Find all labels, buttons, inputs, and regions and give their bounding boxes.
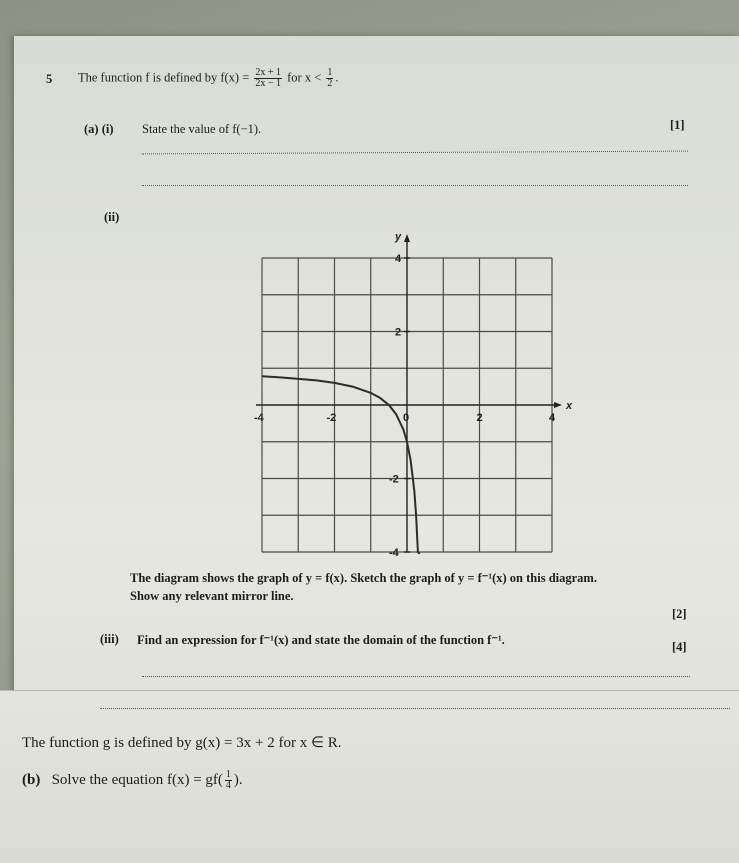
answer-line[interactable]: [100, 708, 730, 709]
x-axis-arrow: [554, 402, 562, 408]
y-axis-label: y: [395, 231, 402, 243]
x-tick-label: -4: [254, 412, 264, 424]
part-b-fraction: [225, 770, 232, 791]
question-intro: [78, 68, 339, 89]
intro-fraction-num: 2x + 1: [255, 67, 282, 78]
part-a-i-label: (a) (i): [84, 122, 114, 136]
part-a-iii-text: Find an expression for f⁻¹(x) and state the domain of the function f⁻¹.: [137, 633, 505, 647]
y-tick-label: -4: [389, 547, 399, 559]
y-axis-arrow: [404, 234, 410, 242]
intro-limit-den: 2: [327, 78, 333, 89]
x-axis-label: x: [566, 400, 573, 412]
intro-prefix: The function f is defined by: [78, 70, 218, 85]
part-a-i-text: State the value of f(−1).: [142, 122, 262, 136]
y-tick-label: 4: [395, 253, 402, 265]
intro-limit-fraction: [326, 68, 333, 89]
y-tick-label: -2: [389, 473, 399, 486]
series-line-f: [262, 376, 420, 554]
y-tick-label: 2: [395, 326, 402, 339]
question-number: 5: [46, 72, 53, 86]
intro-limit-num: 1: [327, 67, 333, 78]
answer-line[interactable]: [142, 185, 688, 186]
x-tick-label: 2: [476, 412, 483, 424]
part-a-ii-caption-1: The diagram shows the graph of y = f(x). Sketch the graph of y = f⁻¹(x) on this diagram.: [130, 571, 597, 585]
intro-fraction-den: 2x − 1: [255, 78, 282, 89]
tick-labels: [254, 231, 573, 559]
intro-for: for x <: [287, 70, 322, 85]
x-tick-label: 4: [549, 412, 556, 424]
part-b-fraction-den: 4: [225, 780, 231, 791]
graph-f[interactable]: [240, 225, 573, 565]
part-a-i-marks: [1]: [670, 118, 685, 132]
part-b-text-prefix: Solve the equation f(x) = gf(: [51, 771, 223, 788]
x-tick-label: -2: [326, 412, 337, 424]
intro-fraction: [254, 68, 282, 89]
part-a-ii-caption-2: Show any relevant mirror line.: [130, 589, 294, 603]
x-tick-label: 0: [403, 412, 410, 424]
part-a-ii-label: (ii): [104, 210, 120, 224]
part-a-iii-label: (iii): [100, 632, 119, 646]
part-a-ii-marks: [2]: [672, 607, 687, 621]
part-b-label: (b): [22, 771, 41, 788]
part-b-text-suffix: ).: [233, 771, 243, 788]
part-b: [22, 770, 243, 791]
part-b-fraction-num: 1: [225, 769, 231, 780]
intro-func: f(x) =: [220, 70, 250, 85]
part-a-iii-marks: [4]: [672, 640, 687, 654]
g-definition: The function g is defined by g(x) = 3x + 2 for x ∈ R.: [22, 735, 342, 751]
answer-line[interactable]: [142, 676, 690, 677]
intro-end: .: [335, 70, 339, 85]
